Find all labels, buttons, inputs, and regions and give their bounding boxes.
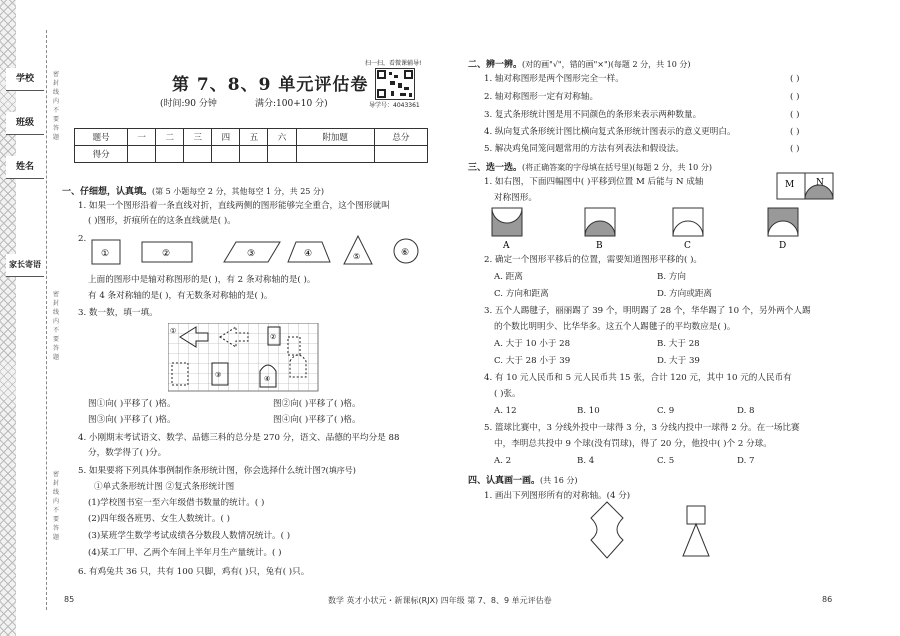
- choice-3-line-a: 3. 五个人踢毽子，丽丽踢了 39 个，明明踢了 28 个，华华踢了 10 个，另外两个人踢: [484, 306, 811, 316]
- choice-5-option-c: C. 5: [657, 456, 675, 466]
- q5-options: ①单式条形统计图 ②复式条形统计图: [94, 482, 235, 492]
- mn-label: M: [785, 180, 795, 190]
- option-c-figure: [673, 208, 703, 236]
- q4-line-b: 分，数学得了( )分。: [88, 448, 167, 458]
- shape-label: ③: [247, 249, 256, 259]
- decorative-pattern: [0, 0, 16, 636]
- shape-label: ⑥: [401, 248, 410, 258]
- page-number-right: 86: [822, 595, 833, 604]
- q5-item-2: (2)四年级各班男、女生人数统计。( ): [88, 514, 230, 524]
- section-3-title: 三、选一选。: [468, 163, 523, 173]
- qr-id: 导学号：4043361: [369, 102, 420, 109]
- option-d-figure: [768, 208, 798, 236]
- seal-line: [46, 30, 47, 610]
- score-cell: 四: [212, 129, 240, 146]
- grid-label: ③: [215, 371, 222, 379]
- choice-1-line-b: 对称图形。: [494, 193, 537, 203]
- judge-answer-4[interactable]: ( ): [790, 127, 800, 137]
- square-figure: [687, 506, 705, 524]
- section-4-heading: [468, 473, 578, 486]
- choice-3-option-c: C. 大于 28 小于 39: [494, 356, 571, 366]
- section-4-note: (共 16 分): [540, 476, 578, 485]
- score-cell: 附加题: [296, 129, 374, 146]
- option-b-figure: [585, 208, 615, 236]
- score-cell: 一: [128, 129, 156, 146]
- score-input[interactable]: [374, 146, 427, 163]
- section-2-heading: [468, 57, 690, 70]
- seal-note-middle: 密封线内不要答题: [52, 291, 59, 361]
- choice-3-option-a: A. 大于 10 小于 28: [494, 339, 571, 349]
- q5-item-1: (1)学校图书室一至六年级借书数量的统计。( ): [88, 498, 265, 508]
- shape-label: ①: [101, 249, 110, 259]
- choice-4-line-b: ( )张。: [494, 389, 521, 399]
- qr-caption: 扫一扫，看微课辅导!: [365, 60, 422, 67]
- judge-item-2: 2. 轴对称图形一定有对称轴。: [484, 92, 599, 102]
- choice-3-option-b: B. 大于 28: [657, 339, 700, 349]
- judge-item-5: 5. 解决鸡兔同笼问题常用的方法有列表法和假设法。: [484, 144, 684, 154]
- class-label: 班级: [6, 112, 44, 135]
- score-input[interactable]: [268, 146, 296, 163]
- choice-5-option-a: A. 2: [494, 456, 512, 466]
- section-1-note: (第 5 小题每空 2 分，其他每空 1 分，共 25 分): [152, 187, 325, 196]
- shape-label: ②: [162, 249, 171, 259]
- option-letter: A: [503, 241, 510, 250]
- shape-label: ④: [304, 249, 313, 259]
- q4-line-a: 4. 小刚期末考试语文、数学、品德三科的总分是 270 分，语文、品德的平均分是 88: [78, 433, 400, 443]
- judge-item-3: 3. 复式条形统计图是用不同颜色的条形来表示两种数量。: [484, 110, 702, 120]
- q3-row2-a: 图③向( )平移了( )格。: [88, 415, 176, 425]
- exam-time: (时间:90 分钟: [160, 99, 217, 109]
- judge-item-4: 4. 纵向复式条形统计图比横向复式条形统计图表示的意义更明白。: [484, 127, 736, 137]
- section-4-title: 四、认真画一画。: [468, 476, 541, 486]
- choice-2-option-b: B. 方向: [657, 272, 686, 282]
- score-cell: 六: [268, 129, 296, 146]
- exam-score: 满分:100+10 分): [255, 99, 328, 109]
- q5-title: 5. 如果要将下列具体事例制作条形统计图，你会选择什么统计图?: [78, 466, 326, 476]
- triangle-figure: [683, 524, 709, 556]
- option-letter: D: [779, 241, 787, 250]
- judge-item-1: 1. 轴对称图形是两个图形完全一样。: [484, 74, 624, 84]
- score-cell: 三: [184, 129, 212, 146]
- choice-2-option-c: C. 方向和距离: [494, 289, 549, 299]
- choice-3-option-d: D. 大于 39: [657, 356, 700, 366]
- score-cell: 二: [156, 129, 184, 146]
- q3-row2-b: 图④向( )平移了( )格。: [273, 415, 361, 425]
- score-input[interactable]: [156, 146, 184, 163]
- draw-figures: [585, 500, 735, 564]
- score-input[interactable]: [296, 146, 374, 163]
- choice-5-line-a: 5. 篮球比赛中，3 分线外投中一球得 3 分，3 分线内投中一球得 2 分。在一场比赛: [484, 423, 800, 433]
- q2-shapes: [86, 234, 431, 270]
- choice-5-option-b: B. 4: [577, 456, 595, 466]
- grid-label: ①: [170, 327, 177, 335]
- seal-note-bottom: 密封线内不要答题: [52, 471, 59, 541]
- q3-row1-b: 图②向( )平移了( )格。: [273, 399, 361, 409]
- q5-note: (填序号): [325, 466, 356, 475]
- choice-2-option-a: A. 距离: [494, 272, 523, 282]
- score-input[interactable]: [184, 146, 212, 163]
- q1-line-a: 1. 如果一个图形沿着一条直线对折，直线两侧的图形能够完全重合，这个图形就叫: [78, 201, 390, 211]
- choice-2-option-d: D. 方向或距离: [657, 289, 713, 299]
- parent-message-label: 家长寄语: [6, 254, 44, 277]
- translation-grid: [168, 323, 320, 393]
- score-cell: 总分: [374, 129, 427, 146]
- score-input[interactable]: [212, 146, 240, 163]
- q3-row1-a: 图①向( )平移了( )格。: [88, 399, 176, 409]
- choice-4-option-b: B. 10: [577, 406, 600, 416]
- grid-label: ④: [264, 375, 271, 383]
- choice-5-option-d: D. 7: [737, 456, 755, 466]
- diamond-figure: [591, 502, 623, 558]
- section-3-heading: [468, 160, 712, 173]
- section-1-heading: [62, 184, 324, 197]
- section-2-note: (对的画"√"，错的画"×")(每题 2 分，共 10 分): [522, 60, 691, 69]
- choice-4-option-c: C. 9: [657, 406, 675, 416]
- mn-figure: [776, 172, 838, 202]
- section-2-title: 二、辨一辨。: [468, 60, 523, 70]
- q1-line-b: ( )图形，折痕所在的这条直线就是( )。: [88, 216, 236, 226]
- footer-text: 数学 英才小状元・新课标(RJX) 四年级 第 7、8、9 单元评估卷: [328, 596, 552, 605]
- choice-1-line-a: 1. 如右图，下面四幅图中( )平移到位置 M 后能与 N 成轴: [484, 177, 704, 187]
- choice-1-figures: [490, 206, 808, 250]
- score-cell: 题号: [75, 129, 128, 146]
- name-label: 姓名: [6, 156, 44, 179]
- grid-label: ②: [270, 333, 277, 341]
- page-title: 第 7、8、9 单元评估卷: [172, 75, 369, 95]
- choice-2: 2. 确定一个图形平移后的位置，需要知道图形平移的( )。: [484, 255, 703, 265]
- section-3-note: (将正确答案的字母填在括号里)(每题 2 分，共 10 分): [522, 163, 712, 172]
- section-1-title: 一、仔细想，认真填。: [62, 187, 153, 197]
- choice-5-line-b: 中，李明总共投中 9 个球(没有罚球)，得了 20 分，他投中( )个 2 分球。: [494, 439, 772, 449]
- q5-item-4: (4)某工厂甲、乙两个车间上半年月生产量统计。( ): [88, 548, 282, 558]
- qr-code: [375, 68, 415, 100]
- judge-answer-5[interactable]: ( ): [790, 144, 800, 154]
- shape-label: ⑤: [353, 252, 361, 261]
- score-cell: 得分: [75, 146, 128, 163]
- option-letter: B: [596, 241, 603, 250]
- q2-line-b: 有 4 条对称轴的是( )，有无数条对称轴的是( )。: [88, 291, 273, 301]
- score-input[interactable]: [128, 146, 156, 163]
- judge-answer-2[interactable]: ( ): [790, 92, 800, 102]
- q5-item-3: (3)某班学生数学考试成绩各分数段人数情况统计。( ): [88, 531, 291, 541]
- score-cell: 五: [240, 129, 268, 146]
- choice-4-option-d: D. 8: [737, 406, 755, 416]
- binding-strip: [0, 0, 58, 636]
- page-number-left: 85: [64, 595, 75, 604]
- option-letter: C: [684, 241, 691, 250]
- score-table: [74, 128, 428, 163]
- judge-answer-3[interactable]: ( ): [790, 110, 800, 120]
- draw-1: 1. 画出下列图形所有的对称轴。(4 分): [484, 491, 631, 501]
- q5-heading: [78, 465, 356, 477]
- q2-line-a: 上面的图形中是轴对称图形的是( )，有 2 条对称轴的是( )。: [88, 275, 316, 285]
- choice-4-line-a: 4. 有 10 元人民币和 5 元人民币共 15 张，合计 120 元，其中 10 元的人民币有: [484, 373, 792, 383]
- choice-4-option-a: A. 12: [494, 406, 517, 416]
- judge-answer-1[interactable]: ( ): [790, 74, 800, 84]
- q6: 6. 有鸡兔共 36 只，共有 100 只脚，鸡有( )只，兔有( )只。: [78, 567, 310, 577]
- choice-3-line-b: 的个数比明明少、比华华多。这五个人踢毽子的平均数应是( )。: [494, 322, 736, 332]
- q3-title: 3. 数一数，填一填。: [78, 308, 158, 318]
- seal-note-top: 密封线内不要答题: [52, 71, 59, 141]
- mn-label: N: [816, 178, 824, 188]
- option-a-figure: [492, 208, 522, 236]
- school-label: 学校: [6, 68, 44, 91]
- score-input[interactable]: [240, 146, 268, 163]
- q2-label: 2.: [78, 234, 87, 244]
